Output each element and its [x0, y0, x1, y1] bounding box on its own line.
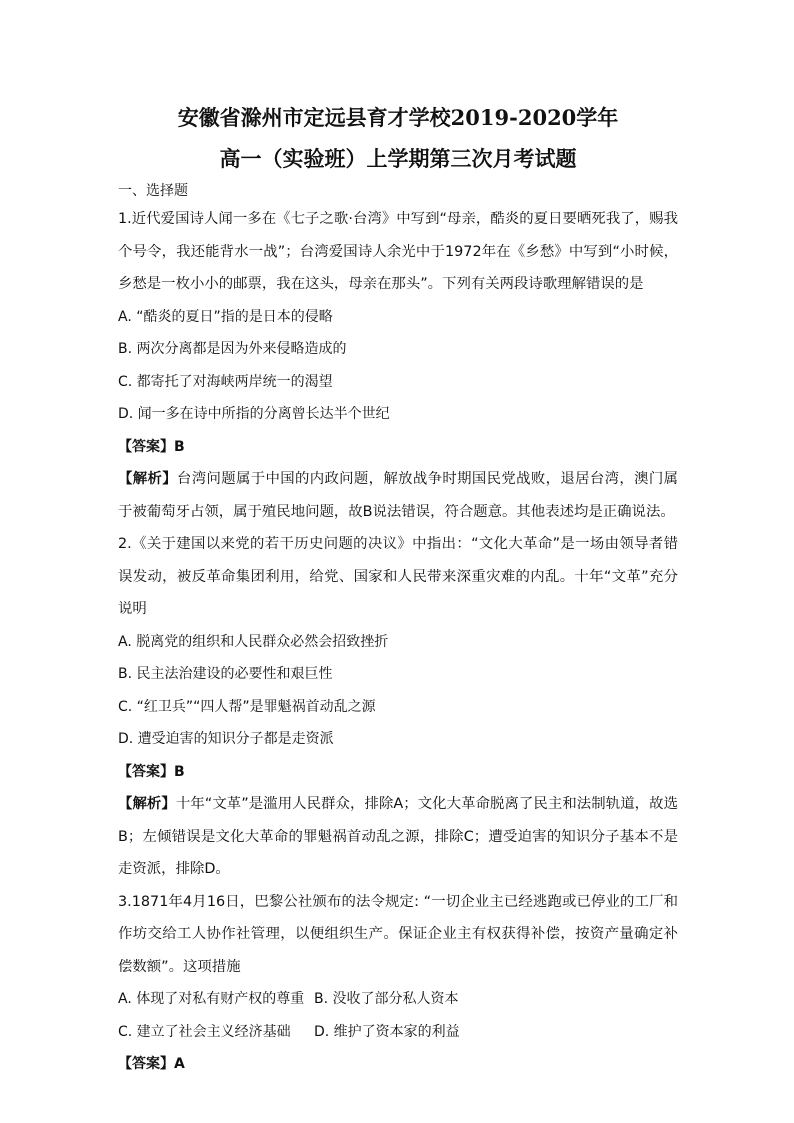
question-2-option-b: B. 民主法治建设的必要性和艰巨性 [118, 666, 333, 682]
question-3-options-row-2 [118, 1016, 678, 1049]
question-2-text: 2.《关于建国以来党的若干历史问题的决议》中指出：“文化大革命”是一场由领导者错误发动，被反革命集团利用，给党、国家和人民带来深重灾难的内乱。十年“文革”充分说明 [118, 536, 678, 617]
question-2-answer [118, 756, 678, 789]
question-1-answer [118, 431, 678, 464]
question-2-option-d: D. 遭受迫害的知识分子都是走资派 [118, 731, 334, 747]
answer-tag: 【答案】 [118, 438, 174, 455]
question-3-text: 3.1871年4月16日，巴黎公社颁布的法令规定: “一切企业主已经逃跑或已停业的工厂和作坊交给工人协作社管理，以便组织生产。保证企业主有权获得补偿，按资产量确定补偿数额”。这项措施 [118, 893, 678, 975]
document-title-line1: 安徽省滁州市定远县育才学校2019-2020学年 [177, 105, 619, 130]
question-1-option-b: B. 两次分离都是因为外来侵略造成的 [118, 341, 347, 357]
question-3 [118, 886, 678, 1081]
analysis-tag: 【解析】 [118, 796, 176, 812]
question-1-analysis [118, 463, 678, 528]
analysis-text: 台湾问题属于中国的内政问题，解放战争时期国民党战败，退居台湾，澳门属于被葡萄牙占领，属于殖民地问题，故B说法错误，符合题意。其他表述均是正确说法。 [118, 471, 678, 520]
question-2-option-c: C. “红卫兵”“四人帮”是罪魁祸首动乱之源 [118, 698, 376, 715]
answer-tag: 【答案】 [118, 1056, 174, 1072]
question-3-option-c: C. 建立了社会主义经济基础 [118, 1023, 291, 1040]
question-1-text: 1.近代爱国诗人闻一多在《七子之歌·台湾》中写到“母亲，酷炎的夏日要晒死我了，赐我个号令，我还能背水一战”；台湾爱国诗人余光中于1972年在《乡愁》中写到“小时候，乡愁是一枚小小的邮票，我在这头，母亲在那头”。下列有关两段诗歌理解错误的是 [118, 211, 678, 292]
question-1 [118, 203, 678, 528]
question-3-option-d: D. 维护了资本家的利益 [314, 1023, 460, 1040]
question-2 [118, 528, 678, 886]
question-2-option-a: A. 脱离党的组织和人民群众必然会招致挫折 [118, 633, 389, 650]
question-1-option-a: A. “酷炎的夏日”指的是日本的侵略 [118, 308, 333, 325]
question-1-option-d: D. 闻一多在诗中所指的分离曾长达半个世纪 [118, 406, 390, 422]
answer-value: A [174, 1056, 185, 1072]
answer-value: B [174, 438, 185, 455]
section-heading: 一、选择题 [118, 183, 188, 199]
analysis-tag: 【解析】 [118, 471, 177, 487]
question-3-option-b: B. 没收了部分私人资本 [314, 991, 459, 1007]
analysis-text: 十年“文革”是滥用人民群众，排除A；文化大革命脱离了民主和法制轨道，故选B；左倾错误是文化大革命的罪魁祸首动乱之源，排除C；遭受迫害的知识分子基本不是走资派，排除D。 [118, 796, 678, 877]
answer-value: B [174, 763, 185, 780]
question-1-option-c: C. 都寄托了对海峡两岸统一的渴望 [118, 373, 333, 390]
question-3-options-row-1 [118, 983, 678, 1016]
question-2-analysis [118, 788, 678, 886]
document-page [118, 100, 678, 1081]
answer-tag: 【答案】 [118, 763, 174, 780]
question-3-answer [118, 1048, 678, 1081]
document-title-line2: 高一（实验班）上学期第三次月考试题 [219, 146, 577, 171]
question-3-option-a: A. 体现了对私有财产权的尊重 [118, 991, 305, 1007]
